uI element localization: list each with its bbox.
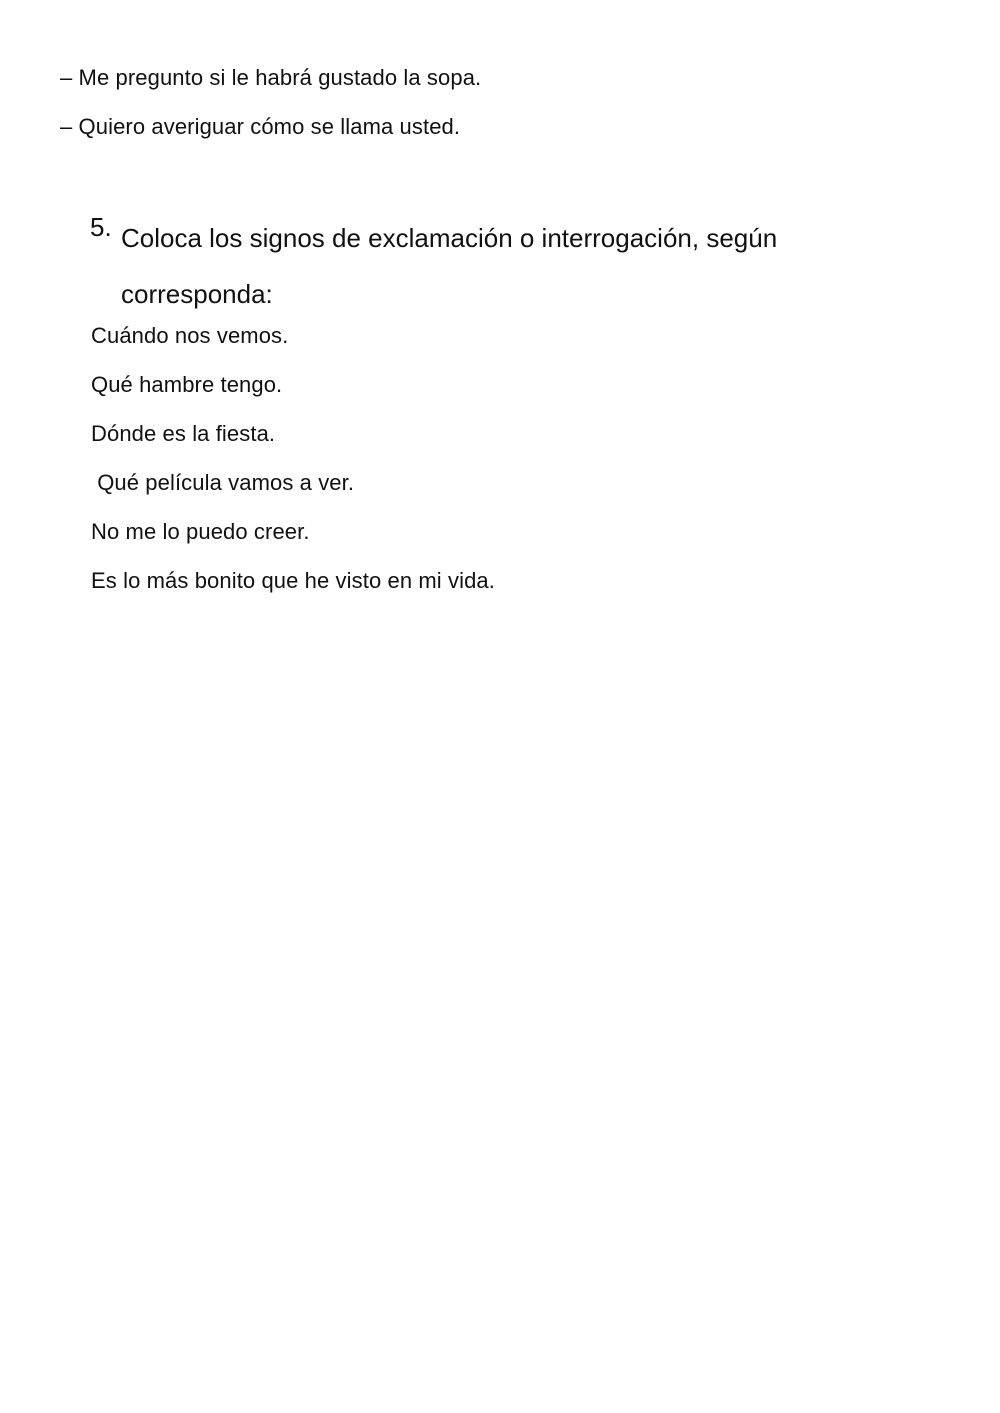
question-prompt-line: corresponda:	[121, 279, 273, 309]
exercise-item: Qué película vamos a ver.	[91, 470, 355, 495]
question-prompt-line: Coloca los signos de exclamación o interrogación, según	[121, 223, 778, 253]
sentence-line: – Quiero averiguar cómo se llama usted.	[60, 114, 461, 139]
question-prompt	[121, 210, 841, 322]
exercise-item: Dónde es la fiesta.	[91, 421, 276, 446]
exercise-item: Cuándo nos vemos.	[91, 323, 289, 348]
exercise-item: Qué hambre tengo.	[91, 372, 283, 397]
question-number: 5.	[90, 212, 112, 242]
exercise-item: No me lo puedo creer.	[91, 519, 310, 544]
exercise-item: Es lo más bonito que he visto en mi vida.	[91, 568, 495, 593]
sentence-line: – Me pregunto si le habrá gustado la sopa.	[60, 65, 482, 90]
